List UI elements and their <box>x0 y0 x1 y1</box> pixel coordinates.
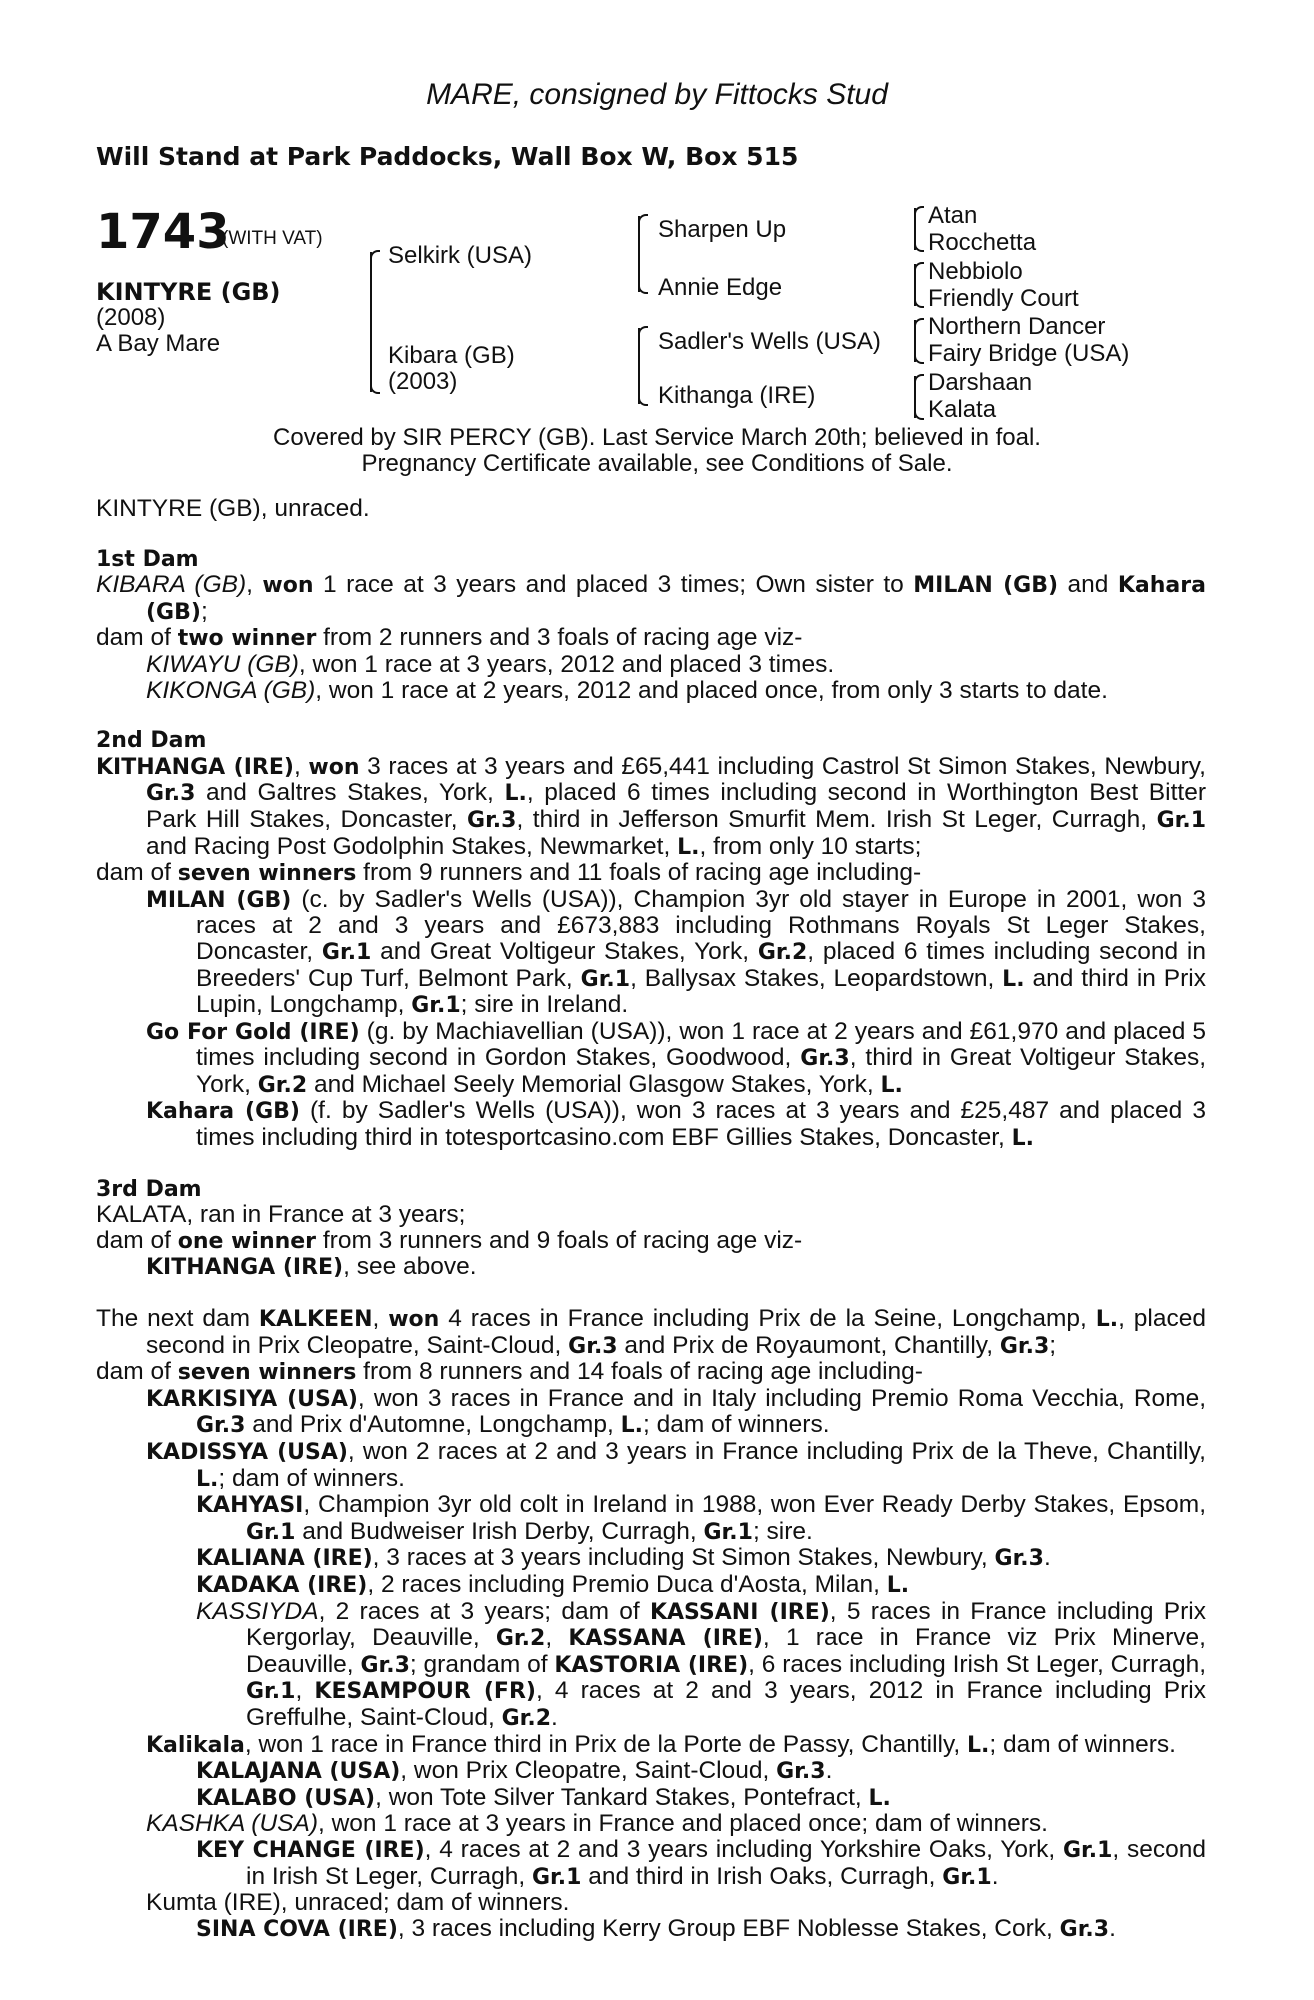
vat-note: (WITH VAT) <box>222 228 323 249</box>
produce-record <box>96 496 1206 1942</box>
third-dam-record: KALATA, ran in France at 3 years; <box>96 1201 466 1229</box>
brace <box>914 264 916 306</box>
dam: Kibara (GB) <box>388 342 515 369</box>
page-title: MARE, consigned by Fittocks Stud <box>426 78 888 111</box>
produce-entry: KIKONGA (GB), won 1 race at 2 years, 2012 and placed once, from only 3 starts to date. <box>146 676 1108 704</box>
sire-dam-sire: Nebbiolo <box>928 258 1023 285</box>
covered-note: Covered by SIR PERCY (GB). Last Service March 20th; believed in foal. <box>273 424 1041 451</box>
third-dam-produce-summary: dam of one winner from 3 runners and 9 foals of racing age viz- <box>96 1226 803 1254</box>
sire-sire-dam: Rocchetta <box>928 229 1037 256</box>
produce-entry: KAHYASI, Champion 3yr old colt in Ireland in 1988, won Ever Ready Derby Stakes, Epsom, Gr.1 and Budweiser Irish Derby, Curragh, Gr.1; sire. <box>196 1491 1206 1545</box>
produce-entry: Go For Gold (IRE) (g. by Machiavellian (USA)), won 1 race at 2 years and £61,970 and placed 5 times including second in Gordon Stakes, Goodwood, Gr.3, third in Great Voltigeur Stakes, York, Gr.2 and Michael Seely Memorial Glasgow Stakes, York, L. <box>146 1017 1206 1098</box>
sire: Selkirk (USA) <box>388 242 533 269</box>
produce-entry: KALAJANA (USA), won Prix Cleopatre, Saint-Cloud, Gr.3. <box>196 1757 833 1785</box>
dam-sire: Sadler's Wells (USA) <box>658 328 881 355</box>
produce-entry: KIWAYU (GB), won 1 race at 3 years, 2012 and placed 3 times. <box>146 650 835 678</box>
dam-dam: Kithanga (IRE) <box>658 382 816 409</box>
produce-entry: KADISSYA (USA), won 2 races at 2 and 3 years in France including Prix de la Theve, Chantilly, L.; dam of winners. <box>146 1438 1206 1492</box>
brace <box>914 376 916 418</box>
produce-entry: MILAN (GB) (c. by Sadler's Wells (USA)), Champion 3yr old stayer in Europe in 2001, won 3 races at 2 and 3 years and £673,883 including Rothmans Royals St Leger Stakes, Doncaster, Gr.1 and Great Voltigeur Stakes, York, Gr.2, placed 6 times including second in Breeders' Cup Turf, Belmont Park, Gr.1, Ballysax Stakes, Leopardstown, L. and third in Prix Lupin, Longchamp, Gr.1; sire in Ireland. <box>146 885 1206 1019</box>
produce-entry: Kalikala, won 1 race in France third in Prix de la Porte de Passy, Chantilly, L.; dam of winners. <box>146 1730 1176 1758</box>
brace <box>914 320 916 362</box>
produce-entry: Kahara (GB) (f. by Sadler's Wells (USA)), won 3 races at 3 years and £25,487 and placed 3 times including third in totesportcasino.com EBF Gillies Stakes, Doncaster, L. <box>146 1097 1206 1152</box>
brace <box>638 216 640 292</box>
horse-description: A Bay Mare <box>96 330 221 357</box>
first-dam-heading: 1st Dam <box>96 546 199 572</box>
first-dam-produce-summary: dam of two winner from 2 runners and 3 foals of racing age viz- <box>96 624 803 652</box>
dam-dam-sire: Darshaan <box>928 369 1033 396</box>
dam-dam-dam: Kalata <box>928 396 997 423</box>
produce-entry: KASSIYDA, 2 races at 3 years; dam of KASSANI (IRE), 5 races in France including Prix Kergorlay, Deauville, Gr.2, KASSANA (IRE), 1 race in France viz Prix Minerve, Deauville, Gr.3; grandam of KASTORIA (IRE), 6 races including Irish St Leger, Curragh, Gr.1, KESAMPOUR (FR), 4 races at 2 and 3 years, 2012 in France including Prix Greffulhe, Saint-Cloud, Gr.2. <box>196 1597 1207 1731</box>
pregnancy-note: Pregnancy Certificate available, see Conditions of Sale. <box>361 450 953 477</box>
produce-entry: KALABO (USA), won Tote Silver Tankard Stakes, Pontefract, L. <box>196 1783 891 1811</box>
sire-sire: Sharpen Up <box>658 216 787 243</box>
lot-number: 1743 <box>96 204 230 260</box>
intro-line: KINTYRE (GB), unraced. <box>96 495 370 522</box>
stand-location: Will Stand at Park Paddocks, Wall Box W, Box 515 <box>96 142 799 171</box>
brace <box>914 208 916 250</box>
produce-entry: SINA COVA (IRE), 3 races including Kerry Group EBF Noblesse Stakes, Cork, Gr.3. <box>196 1914 1116 1942</box>
brace <box>370 252 372 392</box>
produce-entry: KARKISIYA (USA), won 3 races in France and in Italy including Premio Roma Vecchia, Rome, Gr.3 and Prix d'Automne, Longchamp, L.; dam of winners. <box>146 1384 1206 1439</box>
sire-dam-dam: Friendly Court <box>928 285 1079 312</box>
produce-entry: KEY CHANGE (IRE), 4 races at 2 and 3 years including Yorkshire Oaks, York, Gr.1, second in Irish St Leger, Curragh, Gr.1 and third in Irish Oaks, Curragh, Gr.1. <box>196 1835 1207 1890</box>
dam-sire-dam: Fairy Bridge (USA) <box>928 340 1130 367</box>
sire-dam: Annie Edge <box>658 274 783 301</box>
produce-entry: KALIANA (IRE), 3 races at 3 years including St Simon Stakes, Newbury, Gr.3. <box>196 1544 1051 1572</box>
produce-entry: KADAKA (IRE), 2 races including Premio Duca d'Aosta, Milan, L. <box>196 1570 910 1598</box>
second-dam-record: KITHANGA (IRE), won 3 races at 3 years and £65,441 including Castrol St Simon Stakes, Newbury, Gr.3 and Galtres Stakes, York, L., placed 6 times including second in Worthington Best Bitter Park Hill Stakes, Doncaster, Gr.3, third in Jefferson Smurfit Mem. Irish St Leger, Curragh, Gr.1 and Racing Post Godolphin Stakes, Newmarket, L., from only 10 starts; <box>96 752 1206 860</box>
next-dam-record: The next dam KALKEEN, won 4 races in France including Prix de la Seine, Longchamp, L., placed second in Prix Cleopatre, Saint-Cloud, Gr.3 and Prix de Royaumont, Chantilly, Gr.3; <box>96 1305 1206 1359</box>
produce-entry: KITHANGA (IRE), see above. <box>146 1253 477 1281</box>
horse-name: KINTYRE (GB) <box>96 278 281 306</box>
second-dam-heading: 2nd Dam <box>96 728 207 754</box>
dam-sire-sire: Northern Dancer <box>928 313 1106 340</box>
produce-entry: Kumta (IRE), unraced; dam of winners. <box>146 1889 570 1917</box>
second-dam-produce-summary: dam of seven winners from 9 runners and 11 foals of racing age including- <box>96 859 922 887</box>
third-dam-heading: 3rd Dam <box>96 1176 202 1202</box>
first-dam-record: KIBARA (GB), won 1 race at 3 years and placed 3 times; Own sister to MILAN (GB) and Kahara (GB); <box>96 571 1206 625</box>
horse-year: (2008) <box>96 304 166 331</box>
produce-entry: KASHKA (USA), won 1 race at 3 years in France and placed once; dam of winners. <box>146 1810 1048 1838</box>
sire-sire-sire: Atan <box>928 202 978 229</box>
dam-year: (2003) <box>388 368 458 395</box>
next-dam-produce-summary: dam of seven winners from 8 runners and 14 foals of racing age including- <box>96 1358 923 1386</box>
brace <box>638 328 640 404</box>
